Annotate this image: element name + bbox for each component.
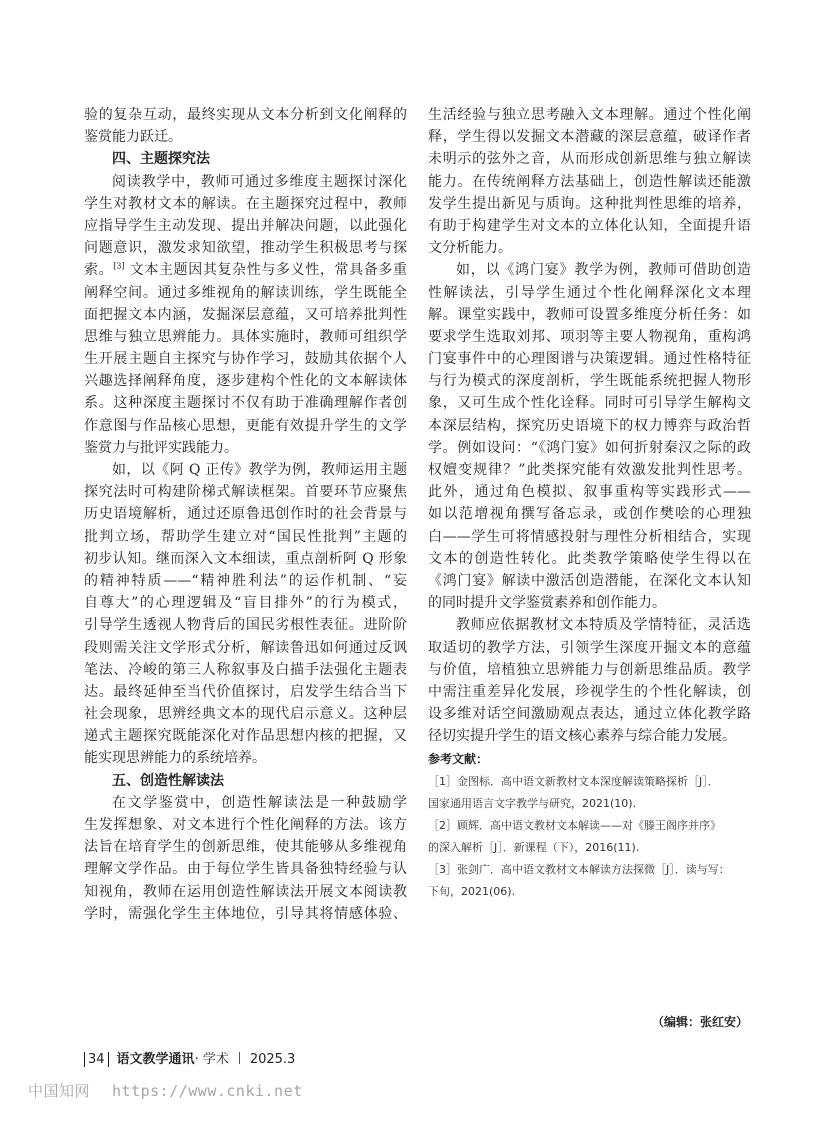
body-line: 阅读教学中，教师可通过多维度主题探讨深化 xyxy=(112,173,407,190)
body-line: 的同时提升文学鉴赏素养和创作能力。 xyxy=(428,595,666,612)
body-line: 验的复杂互动，最终实现从文本分析到文化阐释的 xyxy=(84,107,407,123)
body-line xyxy=(84,259,407,281)
page-number: 34 xyxy=(84,1052,109,1067)
watermark-url: https://www.cnki.net xyxy=(112,1082,303,1100)
body-line: 段则需关注文学形式分析，解读鲁迅如何通过反讽 xyxy=(84,639,407,656)
reference-line: ［3］张剑广．高中语文教材文本解读方法探微［J］．读与写： xyxy=(428,863,730,877)
body-line: 教师应依据教材文本特质及学情特征，灵活选 xyxy=(456,617,751,634)
body-line: 引导学生透视人物背后的国民劣根性表征。进阶阶 xyxy=(84,617,407,634)
body-line: 阐释空间。通过多维视角的解读训练，学生既能全 xyxy=(84,284,407,301)
body-line: 学。例如设问：“《鸿门宴》如何折射秦汉之际的政 xyxy=(428,439,751,456)
body-line: 生开展主题自主探究与协作学习，鼓励其依据个人 xyxy=(84,351,407,368)
reference-line: 下旬，2021(06). xyxy=(428,885,516,899)
body-line: 历史语境解析，通过还原鲁迅创作时的社会背景与 xyxy=(84,506,407,523)
body-line: 未明示的弦外之音，从而形成创新思维与独立解读 xyxy=(428,151,751,168)
cnki-watermark xyxy=(28,1080,303,1101)
line-text: 文本主题因其复杂性与多义性，常具备多重 xyxy=(124,262,408,279)
body-line: 发学生提出新见与质询。这种批判性思维的培养， xyxy=(428,195,751,212)
section-heading: 五、创造性解读法 xyxy=(112,772,224,789)
body-line: 问题意识，激发求知欲望，推动学生积极思考与探 xyxy=(84,240,407,257)
left-column xyxy=(84,104,407,925)
body-line: 此外，通过角色模拟、叙事重构等实践形式—— xyxy=(428,484,751,501)
body-line: 知视角，教师在运用创造性解读法开展文本阅读教 xyxy=(84,883,407,900)
body-line: 学生对教材文本的解读。在主题探究过程中，教师 xyxy=(84,195,407,212)
body-line: 鉴赏能力跃迁。 xyxy=(84,129,182,146)
references-list xyxy=(428,771,751,903)
body-line: 能力。在传统阐释方法基础上，创造性解读还能激 xyxy=(428,173,751,190)
body-line: 自尊大”的心理逻辑及“盲目排外”的行为模式， xyxy=(84,595,407,612)
body-line: 如以范增视角撰写备忘录，或创作樊哙的心理独 xyxy=(428,506,751,523)
line-text: 索。 xyxy=(84,262,114,279)
body-line: 兴趣选择阐释角度，逐步建构个性化的文本解读体 xyxy=(84,373,407,390)
body-line: 能实现思辨能力的系统培养。 xyxy=(84,750,266,767)
editor-credit: （编辑：张红安） xyxy=(652,1015,749,1029)
body-line: 性解读法，引导学生通过个性化阐释深化文本理 xyxy=(428,284,751,301)
body-line: 初步认知。继而深入文本细读，重点剖析阿 Q 形象 xyxy=(84,550,407,567)
body-line: 设多维对话空间激励观点表达，通过立体化教学路 xyxy=(428,706,751,723)
body-line: 如，以《阿 Q 正传》教学为例，教师运用主题 xyxy=(112,462,407,478)
footer-divider xyxy=(239,1052,240,1064)
body-line: 递式主题探究既能深化对作品思想内核的把握，又 xyxy=(84,728,407,745)
body-line: 应指导学生主动发现、提出并解决问题，以此强化 xyxy=(84,217,407,234)
body-line: 理解文学作品。由于每位学生皆具备独特经验与认 xyxy=(84,861,407,878)
body-line: 作意图与作品核心思想，更能有效提升学生的文学 xyxy=(84,417,407,434)
page-footer xyxy=(84,1048,295,1067)
body-line: 批判立场，帮助学生建立对“国民性批判”主题的 xyxy=(84,528,407,545)
body-line: 门宴事件中的心理图谱与决策逻辑。通过性格特征 xyxy=(428,351,751,368)
body-line: 法旨在培育学生的创新思维，使其能够从多维视角 xyxy=(84,839,407,856)
reference-line: 的深入解析［J］．新课程（下），2016(11). xyxy=(428,841,640,855)
body-line: 系。这种深度主题探讨不仅有助于准确理解作者创 xyxy=(84,395,407,412)
citation-marker: [3] xyxy=(113,261,125,271)
body-line: 生发挥想象、对文本进行个性化阐释的方法。该方 xyxy=(84,817,407,833)
body-line: 解。课堂实践中，教师可设置多维度分析任务：如 xyxy=(428,306,751,323)
body-line: 在文学鉴赏中，创造性解读法是一种鼓励学 xyxy=(112,794,407,811)
body-line: 面把握文本内涵，发掘深层意蕴，又可培养批判性 xyxy=(84,306,407,323)
reference-line: ［2］顾辉．高中语文教材文本解读——对《滕王阁序并序》 xyxy=(428,819,721,833)
body-line: 白——学生可将情感投射与理性分析相结合，实现 xyxy=(428,528,751,545)
body-line: 学时，需强化学生主体地位，引导其将情感体验、 xyxy=(84,905,407,922)
body-line: 释，学生得以发掘文本潜藏的深层意蕴，破译作者 xyxy=(428,129,751,146)
body-line: 的精神特质——“精神胜利法”的运作机制、“妄 xyxy=(84,572,407,589)
body-line: 思维与独立思辨能力。具体实施时，教师可组织学 xyxy=(84,328,407,345)
body-line: 象，又可生成个性化诠释。同时可引导学生解构文 xyxy=(428,395,751,412)
body-line: 中需注重差异化发展，珍视学生的个性化解读，创 xyxy=(428,683,751,700)
body-line: 要求学生选取刘邦、项羽等主要人物视角，重构鸿 xyxy=(428,328,751,345)
body-line: 文分析能力。 xyxy=(428,240,512,257)
journal-name: 语文教学通讯 xyxy=(116,1052,195,1067)
journal-section: · 学术 xyxy=(194,1052,229,1067)
body-line: 权嬗变规律？”此类探究能有效激发批判性思考。 xyxy=(428,462,751,478)
body-line: 鉴赏力与批评实践能力。 xyxy=(84,439,238,456)
body-line: 笔法、冷峻的第三人称叙事及白描手法强化主题表 xyxy=(84,661,407,678)
body-line: 有助于构建学生对文本的立体化认知，全面提升语 xyxy=(428,217,751,234)
body-line: 社会现象，思辨经典文本的现代启示意义。这种层 xyxy=(84,706,407,723)
issue-number: 2025.3 xyxy=(249,1052,296,1067)
reference-line: ［1］金图标．高中语文新教材文本深度解读策略探析［J］． xyxy=(428,775,719,789)
section-heading: 四、主题探究法 xyxy=(112,151,210,168)
body-line: 探究法时可构建阶梯式解读框架。首要环节应聚焦 xyxy=(84,484,407,501)
body-line: 如，以《鸿门宴》教学为例，教师可借助创造 xyxy=(456,262,751,279)
right-column xyxy=(428,104,751,903)
body-line: 与价值，培植独立思辨能力与创新思维品质。教学 xyxy=(428,661,751,678)
body-line: 径切实提升学生的语文核心素养与综合能力发展。 xyxy=(428,728,736,745)
body-line: 达。最终延伸至当代价值探讨，启发学生结合当下 xyxy=(84,683,407,700)
body-line: 生活经验与独立思考融入文本理解。通过个性化阐 xyxy=(428,107,751,123)
body-line: 《鸿门宴》解读中激活创造潜能，在深化文本认知 xyxy=(428,572,751,589)
body-line: 本深层结构，探究历史语境下的权力博弈与政治哲 xyxy=(428,417,751,434)
references-title: 参考文献： xyxy=(428,752,489,767)
body-line: 文本的创造性转化。此类教学策略使学生得以在 xyxy=(428,550,751,567)
watermark-site: 中国知网 xyxy=(28,1082,91,1100)
body-line: 与行为模式的深度剖析，学生既能系统把握人物形 xyxy=(428,373,751,390)
body-line: 取适切的教学方法，引领学生深度开掘文本的意蕴 xyxy=(428,639,751,656)
reference-line: 国家通用语言文字教学与研究，2021(10). xyxy=(428,797,637,811)
